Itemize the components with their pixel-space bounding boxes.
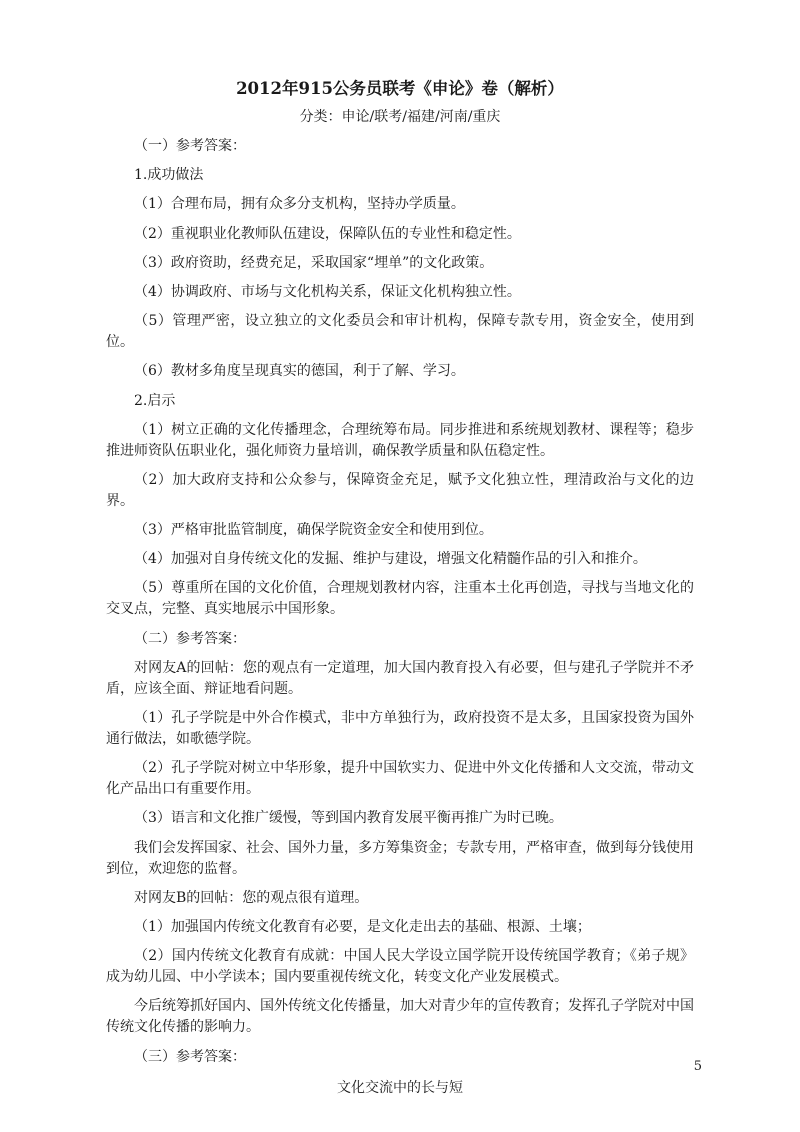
document-title: 2012年915公务员联考《申论》卷（解析） xyxy=(236,79,564,98)
paragraph: （3）语言和文化推广缓慢，等到国内教育发展平衡再推广为时已晚。 xyxy=(134,810,563,827)
section-1-heading: （一）参考答案： xyxy=(134,138,246,154)
paragraph: （6）教材多角度呈现真实的德国，利于了解、学习。 xyxy=(134,363,465,380)
paragraph: （1）树立正确的文化传播理念，合理统筹布局。同步推进和系统规划教材、课程等；稳步推进师资队伍职业化，强化师资力量培训，确保教学质量和队伍稳定性。 xyxy=(106,421,694,459)
section-3-heading: （三）参考答案： xyxy=(134,1048,246,1065)
paragraph: （3）严格审批监管制度，确保学院资金安全和使用到位。 xyxy=(134,522,493,539)
paragraph: （2）国内传统文化教育有成就：中国人民大学设立国学院开设传统国学教育；《弟子规》成为幼儿园、中小学读本；国内要重视传统文化，转变文化产业发展模式。 xyxy=(106,948,694,986)
paragraph: （1）加强国内传统文化教育有必要，是文化走出去的基础、根源、土壤； xyxy=(134,918,591,935)
paragraph: （2）孔子学院对树立中华形象，提升中国软实力、促进中外文化传播和人文交流，带动文化产品出口有重要作用。 xyxy=(106,760,694,798)
paragraph: （5）管理严密，设立独立的文化委员会和审计机构，保障专款专用，资金安全，使用到位。 xyxy=(106,313,694,351)
category-line: 分类：申论/联考/福建/河南/重庆 xyxy=(299,109,501,125)
page-number: 5 xyxy=(693,1059,702,1074)
paragraph: 对网友B的回帖：您的观点很有道理。 xyxy=(134,889,369,906)
document-body xyxy=(106,136,694,1099)
paragraph: （5）尊重所在国的文化价值，合理规划教材内容，注重本土化再创造，寻找与当地文化的交叉点，完整、真实地展示中国形象。 xyxy=(106,580,694,618)
paragraph: 今后统筹抓好国内、国外传统文化传播量，加大对青少年的宣传教育；发挥孔子学院对中国传统文化传播的影响力。 xyxy=(106,998,694,1036)
paragraph: （2）重视职业化教师队伍建设，保障队伍的专业性和稳定性。 xyxy=(134,225,521,242)
section-2-heading: （二）参考答案： xyxy=(134,630,246,647)
paragraph: （3）政府资助，经费充足，采取国家“埋单”的文化政策。 xyxy=(134,254,494,271)
paragraph: （2）加大政府支持和公众参与，保障资金充足，赋予文化独立性，理清政治与文化的边界。 xyxy=(106,471,694,509)
paragraph: 对网友A的回帖：您的观点有一定道理，加大国内教育投入有必要，但与建孔子学院并不矛盾，应该全面、辩证地看问题。 xyxy=(106,659,694,697)
paragraph: （1）合理布局，拥有众多分支机构，坚持办学质量。 xyxy=(134,196,465,213)
subheading-success-practices: 1.成功做法 xyxy=(134,167,204,184)
paragraph: （1）孔子学院是中外合作模式，非中方单独行为，政府投资不是太多，且国家投资为国外通行做法，如歌德学院。 xyxy=(106,710,694,747)
paragraph: （4）加强对自身传统文化的发掘、维护与建设，增强文化精髓作品的引入和推介。 xyxy=(134,551,647,568)
paragraph: （4）协调政府、市场与文化机构关系，保证文化机构独立性。 xyxy=(134,283,521,300)
subheading-insights: 2.启示 xyxy=(134,392,176,409)
paragraph: 我们会发挥国家、社会、国外力量，多方筹集资金；专款专用，严格审查，做到每分钱使用到位，欢迎您的监督。 xyxy=(106,839,694,877)
essay-title: 文化交流中的长与短 xyxy=(337,1079,463,1096)
